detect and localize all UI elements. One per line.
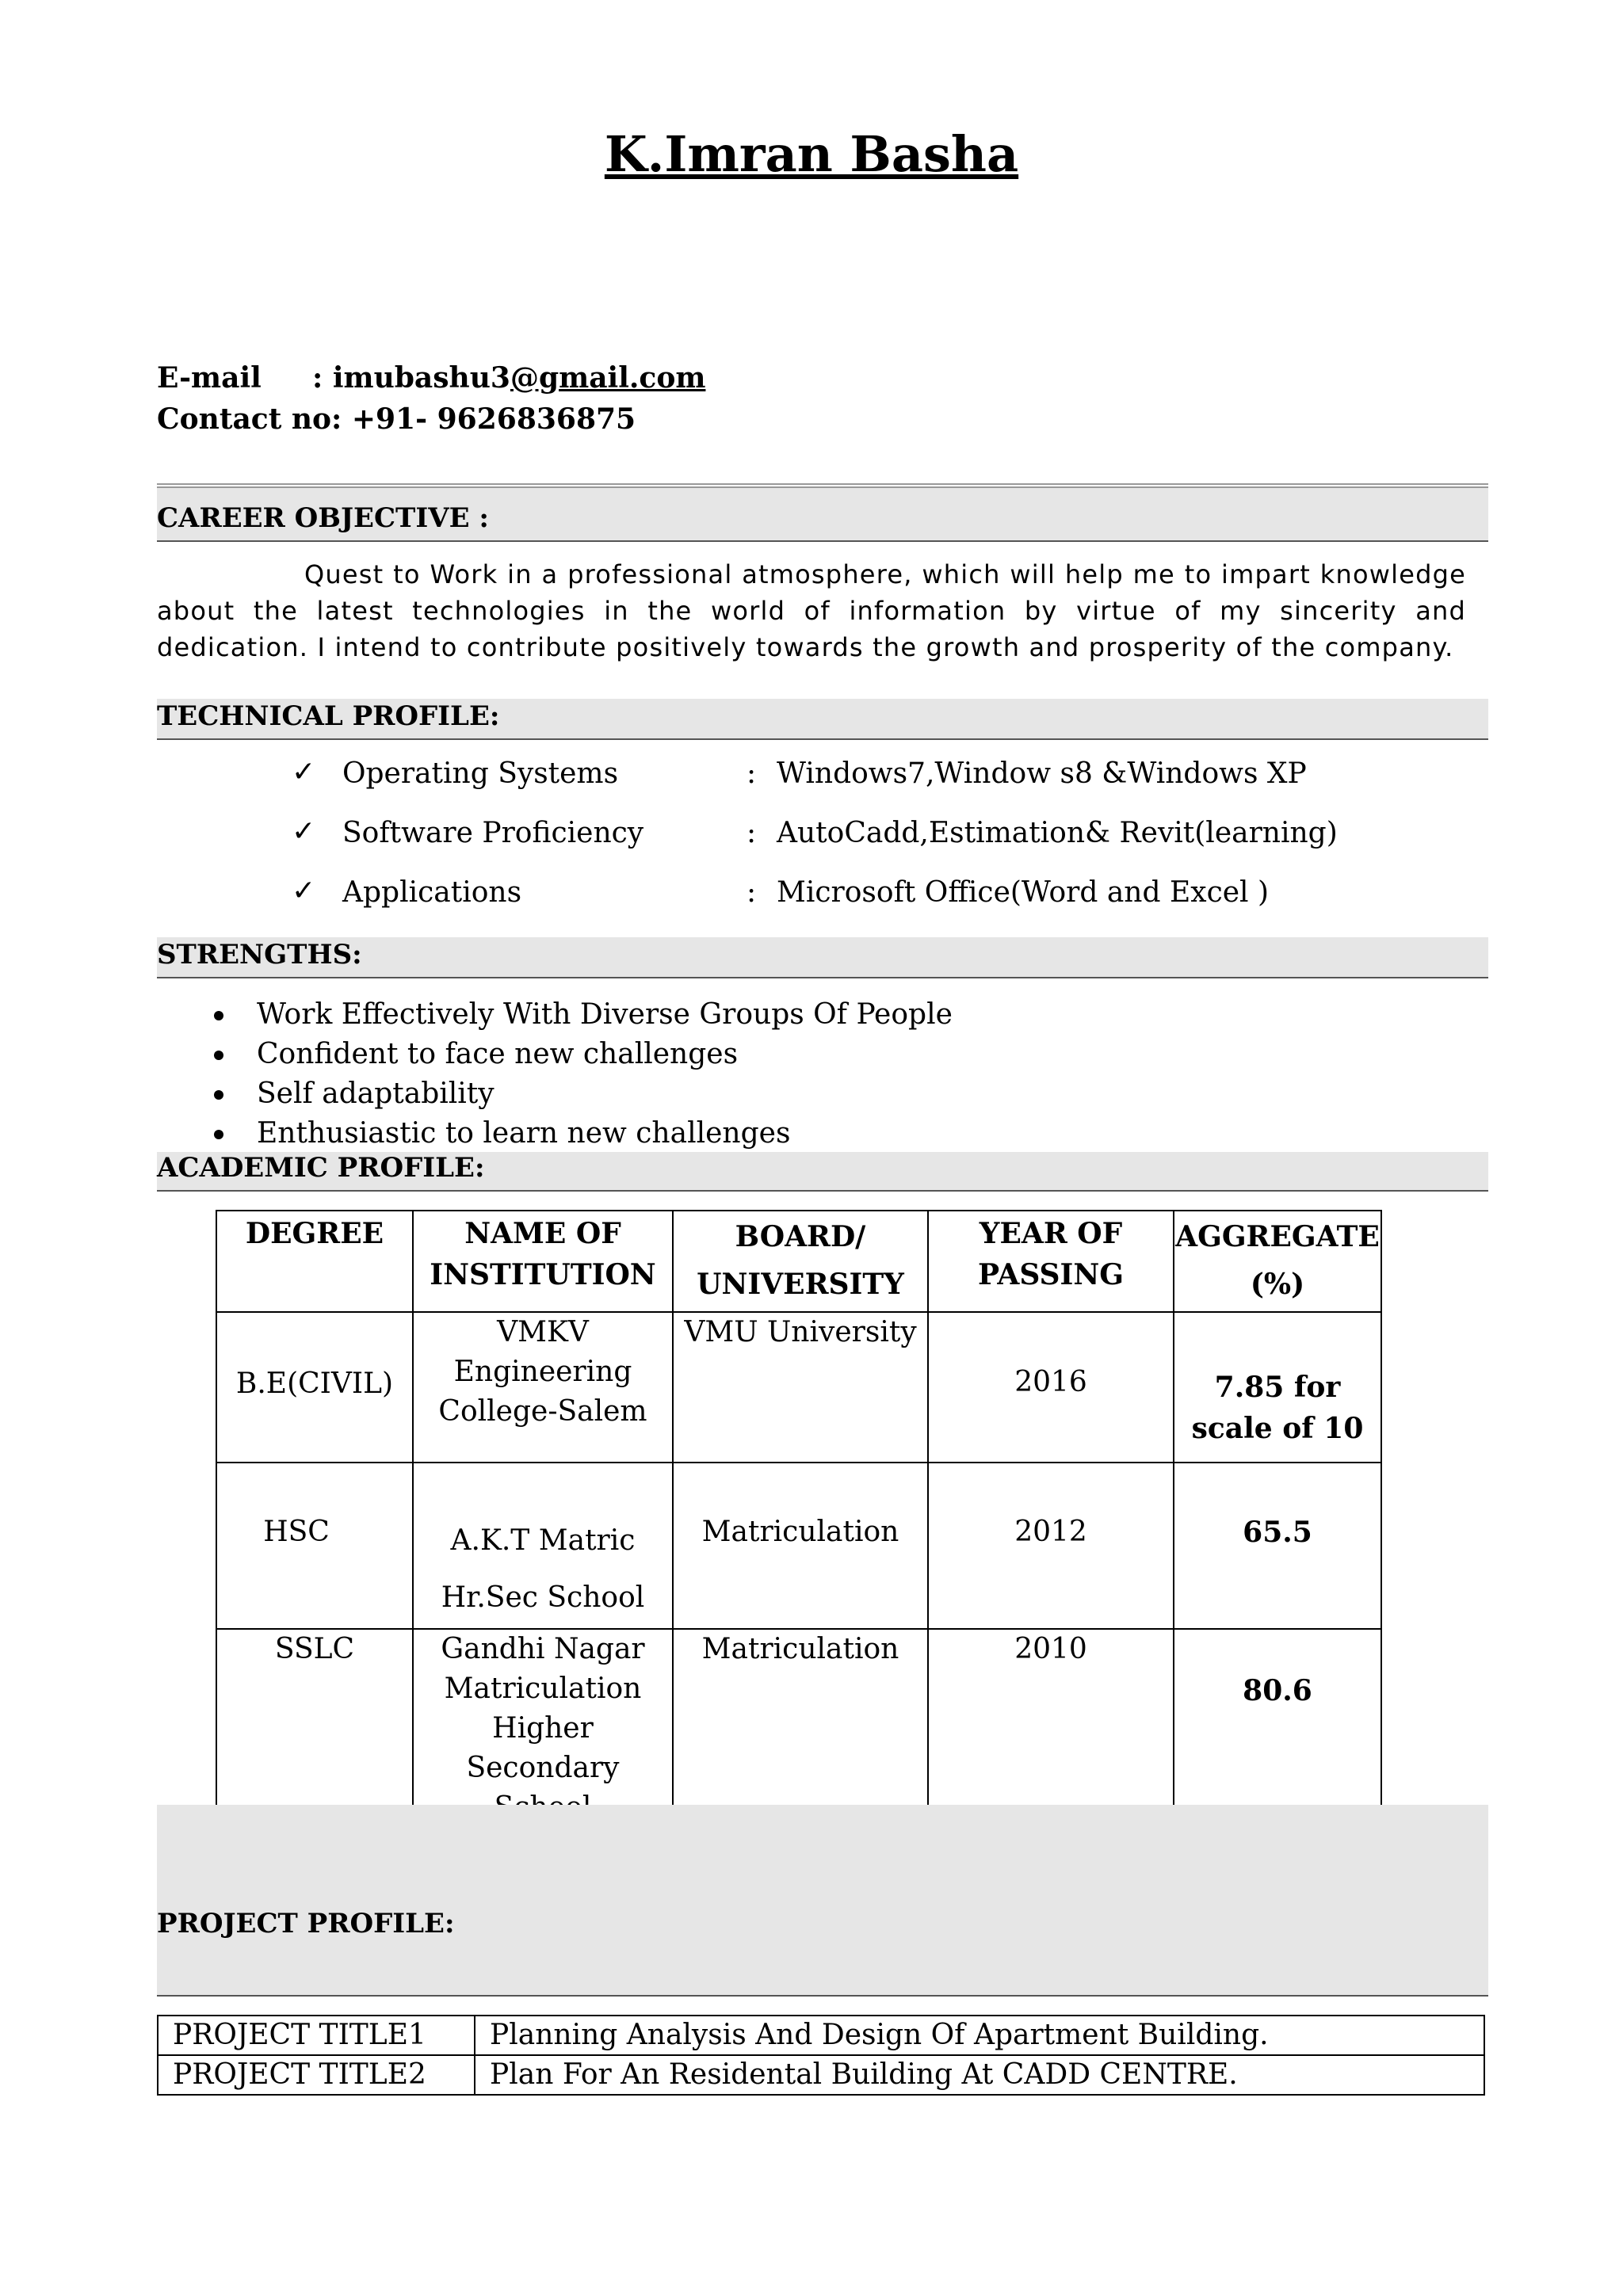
candidate-name: K.Imran Basha — [604, 125, 1019, 183]
section-title: ACADEMIC PROFILE: — [157, 1152, 485, 1184]
separator: : — [747, 876, 757, 909]
project-label: PROJECT TITLE1 — [158, 2016, 475, 2055]
cell-year: 2016 — [928, 1312, 1174, 1463]
separator: : — [747, 817, 757, 849]
cell-aggregate: 65.5 — [1174, 1463, 1381, 1629]
cell-board: Matriculation — [673, 1629, 928, 1829]
technical-label: Applications — [342, 876, 522, 909]
cell-degree: HSC — [216, 1463, 413, 1629]
checkmark-icon: ✓ — [292, 756, 316, 788]
technical-label: Software Proficiency — [342, 817, 644, 849]
phone-line: Contact no: +91- 9626836875 — [157, 402, 636, 436]
section-title: PROJECT PROFILE: — [157, 1908, 455, 1939]
cell-year: 2012 — [928, 1463, 1174, 1629]
table-row — [158, 2055, 1484, 2095]
project-title: Planning Analysis And Design Of Apartment Building. — [475, 2016, 1484, 2055]
email-domain-link[interactable]: @gmail.com — [510, 361, 706, 395]
project-label: PROJECT TITLE2 — [158, 2055, 475, 2095]
table-row — [216, 1629, 1381, 1829]
email-user: : imubashu3 — [312, 361, 510, 395]
section-title: STRENGTHS: — [157, 939, 362, 971]
technical-label: Operating Systems — [342, 757, 619, 790]
technical-value: AutoCadd,Estimation& Revit(learning) — [777, 817, 1338, 849]
project-title: Plan For An Residental Building At CADD CENTRE. — [475, 2055, 1484, 2095]
cell-year: 2010 — [928, 1629, 1174, 1829]
table-header-row — [216, 1211, 1381, 1312]
table-row — [158, 2016, 1484, 2055]
section-strengths — [157, 937, 1488, 978]
cell-degree: SSLC — [216, 1629, 413, 1829]
academic-table — [216, 1210, 1382, 1829]
cell-degree: B.E(CIVIL) — [216, 1312, 413, 1463]
section-technical-profile — [157, 699, 1488, 740]
table-row — [216, 1463, 1381, 1629]
technical-item — [0, 876, 1623, 916]
email-label: E-mail — [157, 361, 262, 395]
header-board: BOARD/ UNIVERSITY — [673, 1211, 928, 1312]
project-table — [157, 2015, 1485, 2096]
table-row — [216, 1312, 1381, 1463]
header-degree: DEGREE — [216, 1211, 413, 1312]
strength-text: Confident to face new challenges — [257, 1038, 739, 1070]
bullet-icon — [214, 1130, 223, 1139]
section-project-profile — [157, 1805, 1488, 1997]
section-academic-profile — [157, 1152, 1488, 1192]
header-institution: NAME OF INSTITUTION — [413, 1211, 673, 1312]
separator: : — [747, 757, 757, 790]
career-objective-text: Quest to Work in a professional atmosphere, which will help me to impart knowledge about the latest technologies in the world of information by virtue of my sincerity and dedication. I intend to contribute positively towards the growth and prosperity of the company. — [157, 559, 1466, 662]
technical-value: Windows7,Window s8 &Windows XP — [777, 757, 1307, 790]
checkmark-icon: ✓ — [292, 875, 316, 907]
technical-item — [0, 817, 1623, 856]
header-aggregate: AGGREGATE (%) — [1174, 1211, 1381, 1312]
technical-value: Microsoft Office(Word and Excel ) — [777, 876, 1270, 909]
cell-institution: Gandhi Nagar Matriculation Higher Secondary — [413, 1629, 673, 1829]
bullet-icon — [214, 1090, 223, 1100]
section-career-objective — [157, 488, 1488, 542]
cell-institution: A.K.T Matric Hr.Sec School — [413, 1463, 673, 1629]
cell-aggregate: 7.85 for scale of 10 — [1174, 1312, 1381, 1463]
strength-text: Work Effectively With Diverse Groups Of People — [257, 998, 953, 1031]
cell-board: Matriculation — [673, 1463, 928, 1629]
checkmark-icon: ✓ — [292, 815, 316, 848]
section-title: TECHNICAL PROFILE: — [157, 700, 500, 732]
section-title: CAREER OBJECTIVE : — [157, 502, 489, 534]
cell-board: VMU University — [673, 1312, 928, 1463]
cell-institution: VMKV Engineering College-Salem — [413, 1312, 673, 1463]
email-line — [157, 361, 705, 395]
header-year: YEAR OF PASSING — [928, 1211, 1174, 1312]
technical-item — [0, 757, 1623, 797]
cell-aggregate: 80.6 — [1174, 1629, 1381, 1829]
strength-text: Enthusiastic to learn new challenges — [257, 1117, 791, 1150]
bullet-icon — [214, 1051, 223, 1060]
strength-text: Self adaptability — [257, 1077, 495, 1110]
bullet-icon — [214, 1011, 223, 1020]
